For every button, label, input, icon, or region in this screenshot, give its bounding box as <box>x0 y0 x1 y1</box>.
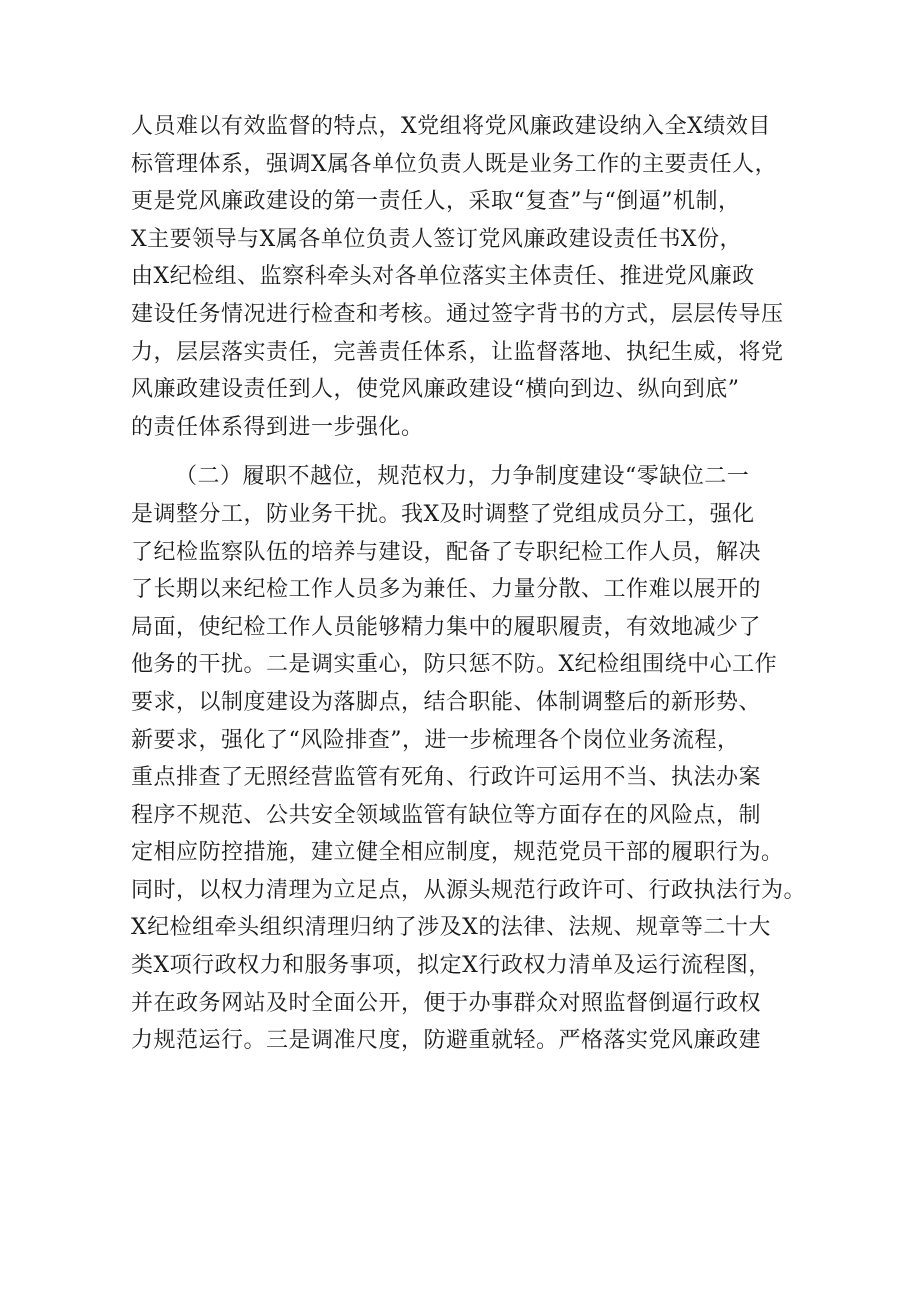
text-line: 他务的干扰。二是调实重心，防只惩不防。X纪检组围绕中心工作 <box>131 652 778 678</box>
text-line: X纪检组牵头组织清理归纳了涉及X的法律、法规、规章等二十大 <box>131 915 771 941</box>
text-line: 类X项行政权力和服务事项，拟定X行政权力清单及运行流程图， <box>131 953 771 979</box>
paragraph-gap <box>131 446 791 458</box>
text-line: 力，层层落实责任，完善责任体系，让监督落地、执纪生威，将党 <box>131 339 784 365</box>
paragraph-1 <box>131 108 791 446</box>
text-line: 并在政务网站及时全面公开，便于办事群众对照监督倒逼行政权 <box>131 990 762 1016</box>
text-line: 要求，以制度建设为落脚点，结合职能、体制调整后的新形势、 <box>131 689 762 715</box>
text-line: 力规范运行。三是调准尺度，防避重就轻。严格落实党风廉政建 <box>131 1028 762 1054</box>
text-line: 的责任体系得到进一步强化。 <box>131 414 424 440</box>
text-line: 风廉政建设责任到人，使党风廉政建设“横向到边、纵向到底” <box>131 377 740 403</box>
text-line: 更是党风廉政建设的第一责任人，采取“复查”与“倒逼”机制， <box>131 189 741 215</box>
text-line: 了纪检监察队伍的培养与建设，配备了专职纪检工作人员，解决 <box>131 539 762 565</box>
text-line: 局面，使纪检工作人员能够精力集中的履职履责，有效地减少了 <box>131 614 762 640</box>
document-body <box>131 108 807 1060</box>
text-line: 重点排查了无照经营监管有死角、行政许可运用不当、执法办案 <box>131 765 762 791</box>
text-line: 建设任务情况进行检查和考核。通过签字背书的方式，层层传导压 <box>131 301 784 327</box>
text-line: X主要领导与X属各单位负责人签订党风廉政建设责任书X份， <box>131 226 742 252</box>
text-line: 定相应防控措施，建立健全相应制度，规范党员干部的履职行为。 <box>131 840 784 866</box>
text-line: 新要求，强化了“风险排查”，进一步梳理各个岗位业务流程， <box>131 727 740 753</box>
text-line: 程序不规范、公共安全领域监管有缺位等方面存在的风险点，制 <box>131 802 762 828</box>
text-line: 同时，以权力清理为立足点，从源头规范行政许可、行政执法行为。 <box>131 877 807 903</box>
text-line: 人员难以有效监督的特点，X党组将党风廉政建设纳入全X绩效目 <box>131 114 771 139</box>
text-line: （二）履职不越位，规范权力，力争制度建设“零缺位二一 <box>175 464 750 490</box>
text-line: 是调整分工，防业务干扰。我X及时调整了党组成员分工，强化 <box>131 501 755 527</box>
paragraph-2 <box>131 458 807 1060</box>
text-line: 了长期以来纪检工作人员多为兼任、力量分散、工作难以展开的 <box>131 577 762 603</box>
text-line: 由X纪检组、监察科牵头对各单位落实主体责任、推进党风廉政 <box>131 264 755 290</box>
text-line: 标管理体系，强调X属各单位负责人既是业务工作的主要责任人， <box>131 151 778 177</box>
